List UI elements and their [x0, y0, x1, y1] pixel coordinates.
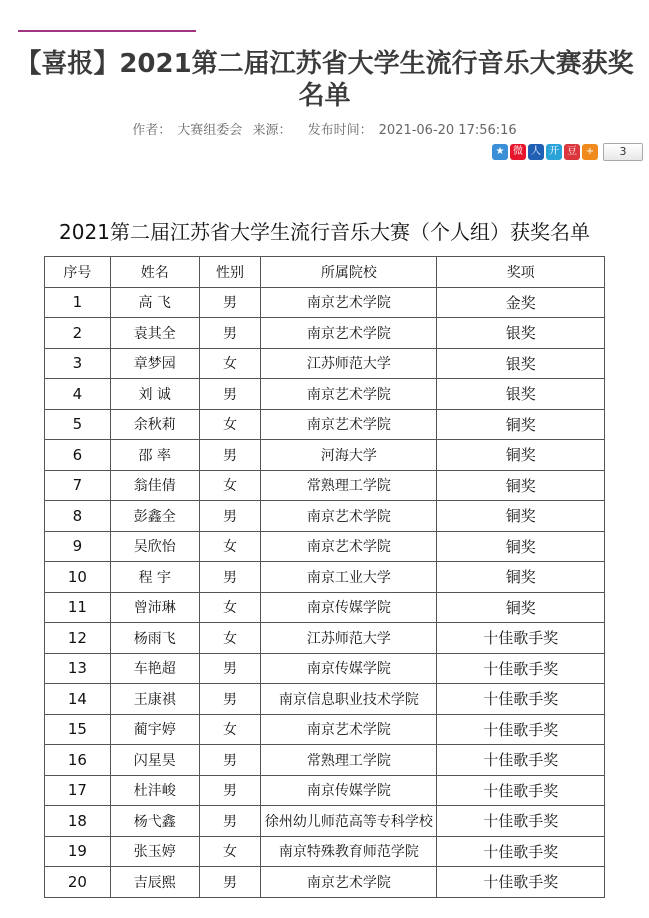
gender: 女: [199, 470, 261, 501]
award-name: 金奖: [437, 287, 605, 318]
row-number: 17: [45, 775, 111, 806]
row-number: 10: [45, 562, 111, 593]
award-name: 铜奖: [437, 440, 605, 471]
award-name: 十佳歌手奖: [437, 745, 605, 776]
table-row: [45, 440, 605, 471]
date-value: 2021-06-20 17:56:16: [378, 123, 517, 138]
school-name: 南京艺术学院: [261, 714, 437, 745]
table-header-row: [45, 257, 605, 288]
student-name: 杨弋鑫: [110, 806, 199, 837]
school-name: 江苏师范大学: [261, 348, 437, 379]
award-name: 十佳歌手奖: [437, 684, 605, 715]
table-row: [45, 409, 605, 440]
gender: 男: [199, 440, 261, 471]
gender: 男: [199, 653, 261, 684]
row-number: 15: [45, 714, 111, 745]
table-row: [45, 287, 605, 318]
award-name: 铜奖: [437, 592, 605, 623]
table-row: [45, 592, 605, 623]
table-row: [45, 714, 605, 745]
row-number: 9: [45, 531, 111, 562]
award-name: 十佳歌手奖: [437, 623, 605, 654]
row-number: 8: [45, 501, 111, 532]
school-name: 南京传媒学院: [261, 592, 437, 623]
award-name: 银奖: [437, 379, 605, 410]
row-number: 5: [45, 409, 111, 440]
school-name: 常熟理工学院: [261, 470, 437, 501]
date-label: 发布时间：: [307, 123, 373, 138]
award-name: 十佳歌手奖: [437, 775, 605, 806]
douban-icon[interactable]: 豆: [564, 144, 580, 160]
school-name: 南京艺术学院: [261, 409, 437, 440]
row-number: 14: [45, 684, 111, 715]
header-cell: 所属院校: [261, 257, 437, 288]
table-row: [45, 501, 605, 532]
gender: 女: [199, 836, 261, 867]
student-name: 高 飞: [110, 287, 199, 318]
row-number: 3: [45, 348, 111, 379]
table-row: [45, 318, 605, 349]
gender: 女: [199, 531, 261, 562]
source-label: 来源：: [252, 123, 292, 138]
gender: 男: [199, 806, 261, 837]
share-count-button[interactable]: 3: [603, 143, 643, 161]
school-name: 江苏师范大学: [261, 623, 437, 654]
row-number: 11: [45, 592, 111, 623]
award-name: 铜奖: [437, 470, 605, 501]
table-body: [45, 287, 605, 897]
table-row: [45, 653, 605, 684]
table-title: 2021第二届江苏省大学生流行音乐大赛（个人组）获奖名单: [59, 220, 590, 244]
table-row: [45, 562, 605, 593]
school-name: 河海大学: [261, 440, 437, 471]
award-name: 铜奖: [437, 531, 605, 562]
weibo-icon[interactable]: 微: [510, 144, 526, 160]
student-name: 余秋莉: [110, 409, 199, 440]
row-number: 2: [45, 318, 111, 349]
gender: 男: [199, 684, 261, 715]
row-number: 16: [45, 745, 111, 776]
student-name: 王康祺: [110, 684, 199, 715]
header-accent-line: [18, 30, 196, 32]
award-table: [44, 256, 605, 898]
table-row: [45, 867, 605, 898]
table-row: [45, 379, 605, 410]
table-row: [45, 623, 605, 654]
header-cell: 姓名: [110, 257, 199, 288]
school-name: 南京工业大学: [261, 562, 437, 593]
author-label: 作者：: [132, 123, 172, 138]
school-name: 南京艺术学院: [261, 867, 437, 898]
more-icon[interactable]: +: [582, 144, 598, 160]
school-name: 南京艺术学院: [261, 531, 437, 562]
award-name: 十佳歌手奖: [437, 714, 605, 745]
student-name: 程 宇: [110, 562, 199, 593]
row-number: 6: [45, 440, 111, 471]
award-name: 十佳歌手奖: [437, 867, 605, 898]
table-row: [45, 745, 605, 776]
gender: 女: [199, 623, 261, 654]
student-name: 彭鑫全: [110, 501, 199, 532]
award-name: 铜奖: [437, 562, 605, 593]
award-name: 银奖: [437, 348, 605, 379]
row-number: 12: [45, 623, 111, 654]
gender: 男: [199, 318, 261, 349]
student-name: 袁其全: [110, 318, 199, 349]
gender: 男: [199, 501, 261, 532]
student-name: 吉辰熙: [110, 867, 199, 898]
school-name: 徐州幼儿师范高等专科学校: [261, 806, 437, 837]
table-row: [45, 470, 605, 501]
school-name: 南京艺术学院: [261, 379, 437, 410]
kaixin-icon[interactable]: 开: [546, 144, 562, 160]
student-name: 章梦园: [110, 348, 199, 379]
table-row: [45, 531, 605, 562]
award-name: 十佳歌手奖: [437, 836, 605, 867]
table-row: [45, 836, 605, 867]
header-cell: 奖项: [437, 257, 605, 288]
table-row: [45, 775, 605, 806]
renren-icon[interactable]: 人: [528, 144, 544, 160]
gender: 女: [199, 714, 261, 745]
award-name: 十佳歌手奖: [437, 806, 605, 837]
row-number: 1: [45, 287, 111, 318]
award-name: 银奖: [437, 318, 605, 349]
student-name: 刘 诚: [110, 379, 199, 410]
school-name: 南京传媒学院: [261, 775, 437, 806]
gender: 男: [199, 867, 261, 898]
gender: 女: [199, 348, 261, 379]
award-name: 铜奖: [437, 409, 605, 440]
school-name: 南京艺术学院: [261, 318, 437, 349]
student-name: 蔺宇婷: [110, 714, 199, 745]
student-name: 翁佳倩: [110, 470, 199, 501]
gender: 女: [199, 409, 261, 440]
student-name: 闪星昊: [110, 745, 199, 776]
student-name: 吴欣怡: [110, 531, 199, 562]
gender: 男: [199, 562, 261, 593]
student-name: 张玉婷: [110, 836, 199, 867]
article-title: 【喜报】2021第二届江苏省大学生流行音乐大赛获奖名单: [15, 49, 634, 111]
row-number: 19: [45, 836, 111, 867]
row-number: 18: [45, 806, 111, 837]
school-name: 南京艺术学院: [261, 287, 437, 318]
gender: 男: [199, 775, 261, 806]
header-cell: 序号: [45, 257, 111, 288]
student-name: 邵 率: [110, 440, 199, 471]
row-number: 4: [45, 379, 111, 410]
student-name: 车艳超: [110, 653, 199, 684]
award-name: 铜奖: [437, 501, 605, 532]
student-name: 曾沛琳: [110, 592, 199, 623]
table-row: [45, 806, 605, 837]
article-meta: [0, 119, 649, 138]
header-cell: 性别: [199, 257, 261, 288]
student-name: 杨雨飞: [110, 623, 199, 654]
gender: 男: [199, 379, 261, 410]
school-name: 常熟理工学院: [261, 745, 437, 776]
author-value: 大赛组委会: [177, 123, 243, 138]
table-row: [45, 348, 605, 379]
gender: 男: [199, 287, 261, 318]
school-name: 南京艺术学院: [261, 501, 437, 532]
school-name: 南京传媒学院: [261, 653, 437, 684]
student-name: 杜沣峻: [110, 775, 199, 806]
table-row: [45, 684, 605, 715]
school-name: 南京信息职业技术学院: [261, 684, 437, 715]
row-number: 20: [45, 867, 111, 898]
share-bar: [492, 143, 643, 161]
school-name: 南京特殊教育师范学院: [261, 836, 437, 867]
qzone-icon[interactable]: ★: [492, 144, 508, 160]
row-number: 13: [45, 653, 111, 684]
gender: 男: [199, 745, 261, 776]
row-number: 7: [45, 470, 111, 501]
gender: 女: [199, 592, 261, 623]
award-name: 十佳歌手奖: [437, 653, 605, 684]
